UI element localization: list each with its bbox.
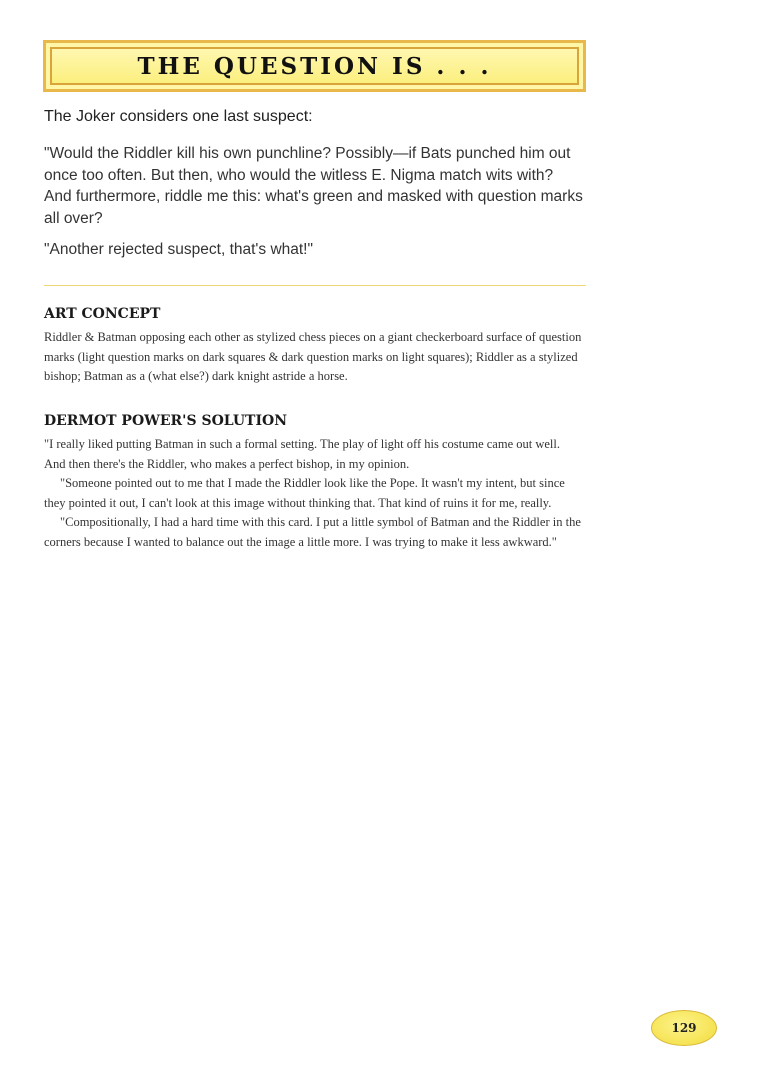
page-number-badge <box>651 1010 717 1046</box>
joker-quote-paragraph-1: "Would the Riddler kill his own punchline? Possibly—if Bats punched him out once too often. But then, who would the witless E. Nigma match wits with? And furthermore, riddle me this: what's green and masked with question marks all over? <box>44 145 583 227</box>
title-banner-inner <box>50 47 579 85</box>
solution-paragraph-3: "Compositionally, I had a hard time with this card. I put a little symbol of Batman and the Riddler in the corners because I wanted to balance out the image a little more. I was trying to make it less awkward." <box>44 515 581 549</box>
art-concept-text: Riddler & Batman opposing each other as stylized chess pieces on a giant checkerboard surface of question marks (light question marks on dark squares & dark question marks on light squares); Riddler as a stylized bishop; Batman as a (what else?) dark knight astride a horse. <box>44 330 582 383</box>
section-divider <box>44 285 586 286</box>
art-concept-heading: ART CONCEPT <box>44 306 161 322</box>
joker-quote-paragraph-2: "Another rejected suspect, that's what!" <box>44 241 313 258</box>
page-number: 129 <box>671 1021 697 1035</box>
title-banner <box>43 40 586 92</box>
page-title: THE QUESTION IS . . . <box>137 52 492 80</box>
solution-heading: DERMOT POWER'S SOLUTION <box>44 413 288 429</box>
solution-text <box>44 435 582 552</box>
solution-paragraph-1: "I really liked putting Batman in such a formal setting. The play of light off his costume came out well. And then there's the Riddler, who makes a perfect bishop, in my opinion. <box>44 437 560 471</box>
intro-line: The Joker considers one last suspect: <box>44 108 313 125</box>
solution-paragraph-2: "Someone pointed out to me that I made the Riddler look like the Pope. It wasn't my intent, but since they pointed it out, I can't look at this image without thinking that. That kind of ruins it for me, really. <box>44 476 565 510</box>
